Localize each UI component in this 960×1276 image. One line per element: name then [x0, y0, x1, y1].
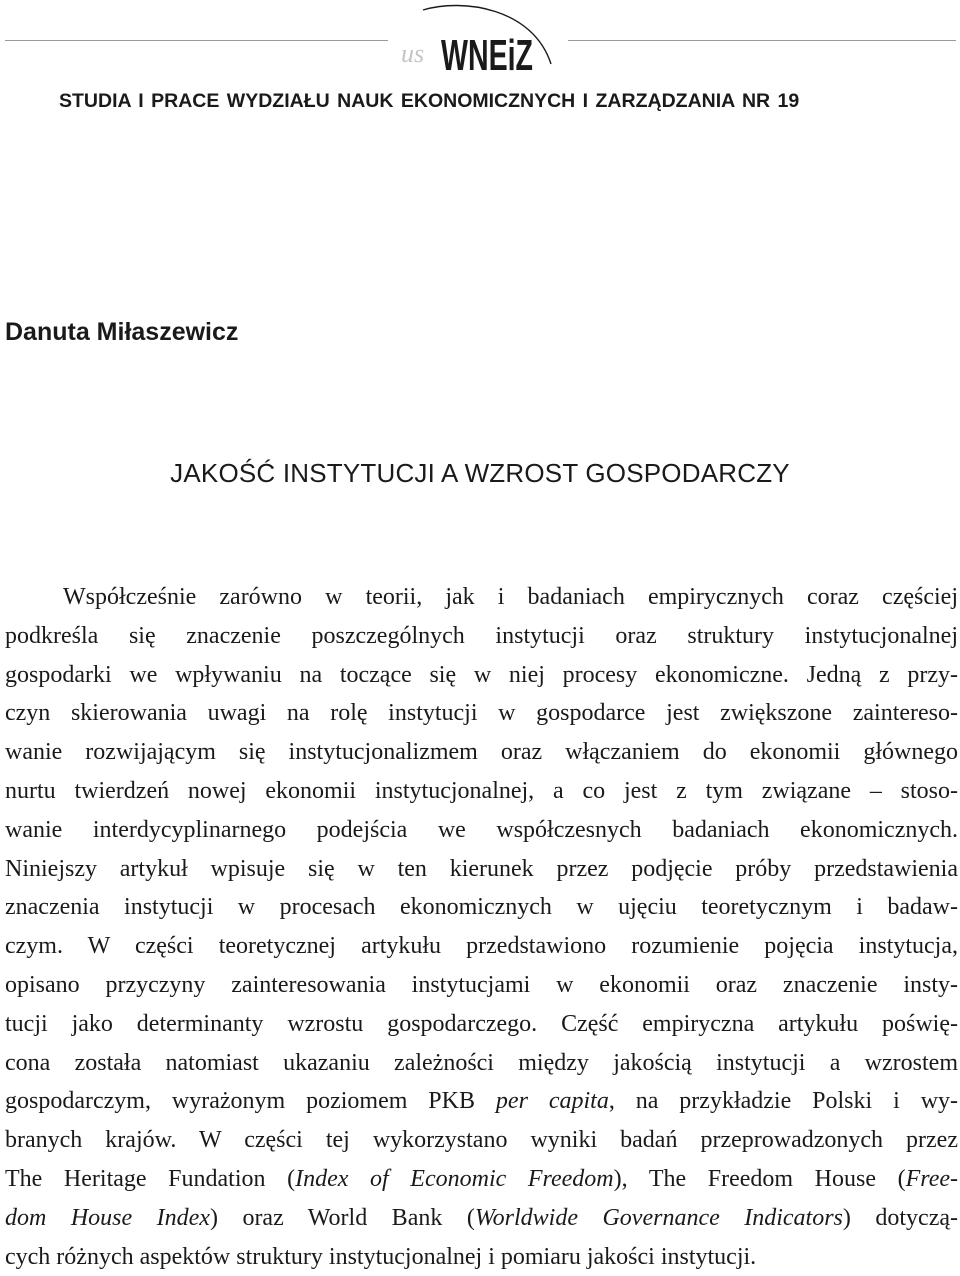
abstract-text: tucji jako determinanty wzrostu gospodarczego. Część empiryczna artykułu poświę- [5, 1010, 958, 1037]
abstract-line [5, 1121, 958, 1160]
abstract-text: cych różnych aspektów struktury instytucjonalnej i pomiaru jakości instytucji. [5, 1243, 757, 1270]
abstract-text: podkreśla się znaczenie poszczególnych instytucji oraz struktury instytucjonalnej [5, 622, 958, 649]
abstract-line [5, 1199, 958, 1238]
header-rule-left [5, 40, 388, 41]
abstract-text: czym. W części teoretycznej artykułu przedstawiono rozumienie pojęcia instytucja, [5, 933, 958, 960]
abstract-text: ) oraz World Bank ( [209, 1204, 475, 1231]
abstract-text: cona została natomiast ukazaniu zależności między jakością instytucji a wzrostem [5, 1049, 958, 1076]
abstract-line [5, 888, 958, 927]
abstract-text: , na przykładzie Polski i wy- [608, 1088, 959, 1115]
abstract-line [5, 1082, 958, 1121]
abstract-italic-text: Index of Economic Freedom [295, 1165, 614, 1192]
abstract-line [5, 617, 958, 656]
wneiz-logo [393, 4, 563, 80]
abstract-italic-text: per capita [495, 1088, 609, 1115]
abstract-text: znaczenia instytucji w procesach ekonomicznych w ujęciu teoretycznym i badaw- [5, 894, 958, 921]
logo-text: WNEiZ [441, 31, 533, 80]
abstract-text: Niniejszy artykuł wpisuje się w ten kierunek przez podjęcie próby przedstawienia [5, 855, 958, 882]
abstract-text: wanie rozwijającym się instytucjonalizmem oraz włączaniem do ekonomii głównego [5, 739, 958, 766]
abstract-text: gospodarczym, wyrażonym poziomem PKB [5, 1088, 496, 1115]
abstract-text: branych krajów. W części tej wykorzystano wyniki badań przeprowadzonych przez [5, 1127, 958, 1154]
journal-series-title: STUDIA I PRACE WYDZIAŁU NAUK EKONOMICZNYCH I ZARZĄDZANIA NR 19 [59, 90, 800, 112]
author-name: Danuta Miłaszewicz [5, 318, 239, 346]
abstract-italic-text: Worldwide Governance Indicators [474, 1204, 843, 1231]
abstract-text: wanie interdycyplinarnego podejścia we współczesnych badaniach ekonomicznych. [5, 816, 958, 843]
abstract-line [5, 656, 958, 695]
abstract-italic-text: Free- [905, 1165, 959, 1192]
abstract-text: ) dotyczą- [842, 1204, 959, 1231]
abstract-line [5, 1005, 958, 1044]
abstract-line [5, 850, 958, 889]
logo-prefix: us [401, 39, 425, 68]
abstract-text: opisano przyczyny zainteresowania instytucjami w ekonomii oraz znaczenie insty- [5, 971, 958, 998]
abstract-text: ), The Freedom House ( [613, 1165, 906, 1192]
abstract-line [5, 927, 958, 966]
abstract [5, 578, 958, 1276]
abstract-text: czyn skierowania uwagi na rolę instytucji w gospodarce jest zwiększone zaintereso- [5, 700, 958, 727]
abstract-line [5, 1238, 958, 1276]
abstract-line [5, 966, 958, 1005]
abstract-text: Współcześnie zarówno w teorii, jak i badaniach empirycznych coraz częściej [63, 584, 958, 610]
header-rule-right [568, 40, 956, 41]
abstract-line [5, 694, 958, 733]
abstract-text: The Heritage Fundation ( [5, 1165, 296, 1192]
article-title: JAKOŚĆ INSTYTUCJI A WZROST GOSPODARCZY [170, 458, 790, 488]
abstract-line [5, 1160, 958, 1199]
abstract-italic-text: dom House Index [5, 1204, 210, 1231]
abstract-line [5, 1044, 958, 1083]
abstract-line [5, 733, 958, 772]
abstract-line [5, 772, 958, 811]
abstract-line [5, 811, 958, 850]
abstract-line [5, 578, 958, 617]
abstract-text: gospodarki we wpływaniu na toczące się w niej procesy ekonomiczne. Jedną z przy- [5, 661, 958, 688]
abstract-text: nurtu twierdzeń nowej ekonomii instytucjonalnej, a co jest z tym związane – stoso- [5, 777, 958, 804]
